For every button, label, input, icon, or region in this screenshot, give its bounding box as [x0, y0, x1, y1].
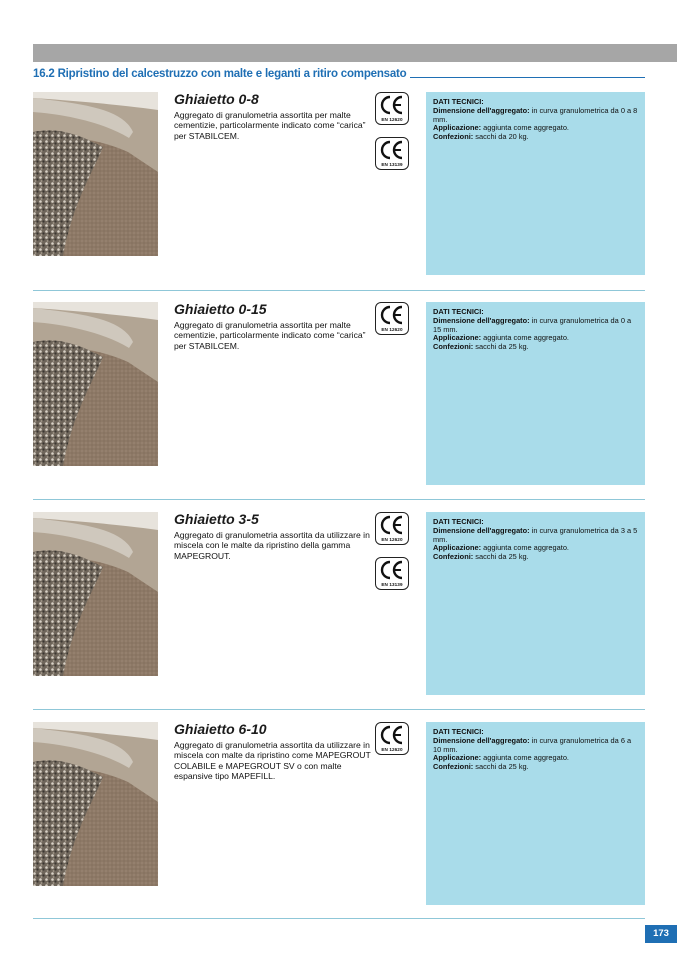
dimension-value: in curva granulometrica da 0 a 15 mm. [433, 315, 632, 334]
product-description: Aggregato di granulometria assortita da utilizzare in miscela con le malte da ripristino della gamma MAPEGROUT. [174, 530, 370, 561]
gravel-photo-illustration [33, 92, 158, 256]
packaging-label: Confezioni: [433, 552, 474, 562]
technical-packaging [433, 343, 638, 352]
product-name: Ghiaietto 0-8 [174, 91, 259, 107]
header-band [33, 44, 677, 62]
packaging-label: Confezioni: [433, 762, 474, 772]
ce-mark-icon [380, 95, 404, 115]
section-heading [33, 68, 645, 80]
dimension-value: in curva granulometrica da 6 a 10 mm. [433, 735, 632, 754]
product-photo [33, 722, 158, 886]
technical-packaging [433, 133, 638, 142]
section-divider [33, 918, 645, 919]
application-label: Applicazione: [433, 123, 482, 133]
technical-dimension [433, 527, 638, 545]
packaging-label: Confezioni: [433, 342, 474, 352]
technical-dimension [433, 737, 638, 755]
certification-code: EN 12620 [381, 537, 403, 542]
ce-mark-badge [375, 512, 409, 545]
heading-underline [410, 77, 645, 78]
ce-mark-badge [375, 302, 409, 335]
packaging-value: sacchi da 25 kg. [473, 762, 529, 772]
certification-code: EN 12620 [381, 117, 403, 122]
dimension-label: Dimensione dell'aggregato: [433, 315, 530, 325]
ce-mark-badge [375, 92, 409, 125]
product-name: Ghiaietto 0-15 [174, 301, 267, 317]
packaging-value: sacchi da 25 kg. [473, 552, 529, 562]
dimension-label: Dimensione dell'aggregato: [433, 525, 530, 535]
ce-mark-badge [375, 557, 409, 590]
product-photo [33, 512, 158, 676]
ce-mark-icon [380, 725, 404, 745]
packaging-value: sacchi da 20 kg. [473, 132, 529, 142]
product-description: Aggregato di granulometria assortita per malte cementizie, particolarmente indicato come “carica” per STABILCEM. [174, 110, 366, 141]
application-label: Applicazione: [433, 753, 482, 763]
product-description: Aggregato di granulometria assortita per malte cementizie, particolarmente indicato come “carica” per STABILCEM. [174, 320, 366, 351]
dimension-value: in curva granulometrica da 3 a 5 mm. [433, 525, 638, 544]
product-description: Aggregato di granulometria assortita da utilizzare in miscela con malte da ripristino come MAPEGROUT COLABILE e MAPEGROUT SV o con malte espansive tipo MAPEFILL. [174, 740, 371, 782]
application-value: aggiunta come aggregato. [481, 123, 569, 133]
application-value: aggiunta come aggregato. [481, 333, 569, 343]
gravel-photo-illustration [33, 512, 158, 676]
section-divider [33, 499, 645, 500]
dimension-label: Dimensione dell'aggregato: [433, 105, 530, 115]
section-heading-text: 16.2 Ripristino del calcestruzzo con malte e leganti a ritiro compensato [33, 68, 407, 80]
gravel-photo-illustration [33, 302, 158, 466]
page-number: 173 [645, 925, 677, 943]
technical-packaging [433, 553, 638, 562]
application-label: Applicazione: [433, 333, 482, 343]
product-photo [33, 92, 158, 256]
technical-packaging [433, 763, 638, 772]
ce-mark-badge [375, 137, 409, 170]
technical-dimension [433, 107, 638, 125]
packaging-value: sacchi da 25 kg. [473, 342, 529, 352]
technical-data-title: DATI TECNICI: [433, 97, 484, 106]
certification-code: EN 13139 [381, 162, 403, 167]
section-divider [33, 709, 645, 710]
ce-mark-badge [375, 722, 409, 755]
application-label: Applicazione: [433, 543, 482, 553]
section-divider [33, 290, 645, 291]
technical-data-box [426, 302, 645, 485]
dimension-label: Dimensione dell'aggregato: [433, 735, 530, 745]
certification-code: EN 13139 [381, 582, 403, 587]
technical-dimension [433, 317, 638, 335]
product-name: Ghiaietto 6-10 [174, 721, 267, 737]
technical-data-box [426, 512, 645, 695]
ce-mark-icon [380, 560, 404, 580]
product-name: Ghiaietto 3-5 [174, 511, 259, 527]
certification-code: EN 12620 [381, 747, 403, 752]
packaging-label: Confezioni: [433, 132, 474, 142]
technical-data-title: DATI TECNICI: [433, 307, 484, 316]
ce-mark-icon [380, 305, 404, 325]
application-value: aggiunta come aggregato. [481, 753, 569, 763]
gravel-photo-illustration [33, 722, 158, 886]
ce-mark-icon [380, 515, 404, 535]
technical-data-title: DATI TECNICI: [433, 517, 484, 526]
ce-mark-icon [380, 140, 404, 160]
technical-data-title: DATI TECNICI: [433, 727, 484, 736]
product-photo [33, 302, 158, 466]
technical-data-box [426, 722, 645, 905]
dimension-value: in curva granulometrica da 0 a 8 mm. [433, 105, 638, 124]
technical-data-box [426, 92, 645, 275]
application-value: aggiunta come aggregato. [481, 543, 569, 553]
certification-code: EN 12620 [381, 327, 403, 332]
